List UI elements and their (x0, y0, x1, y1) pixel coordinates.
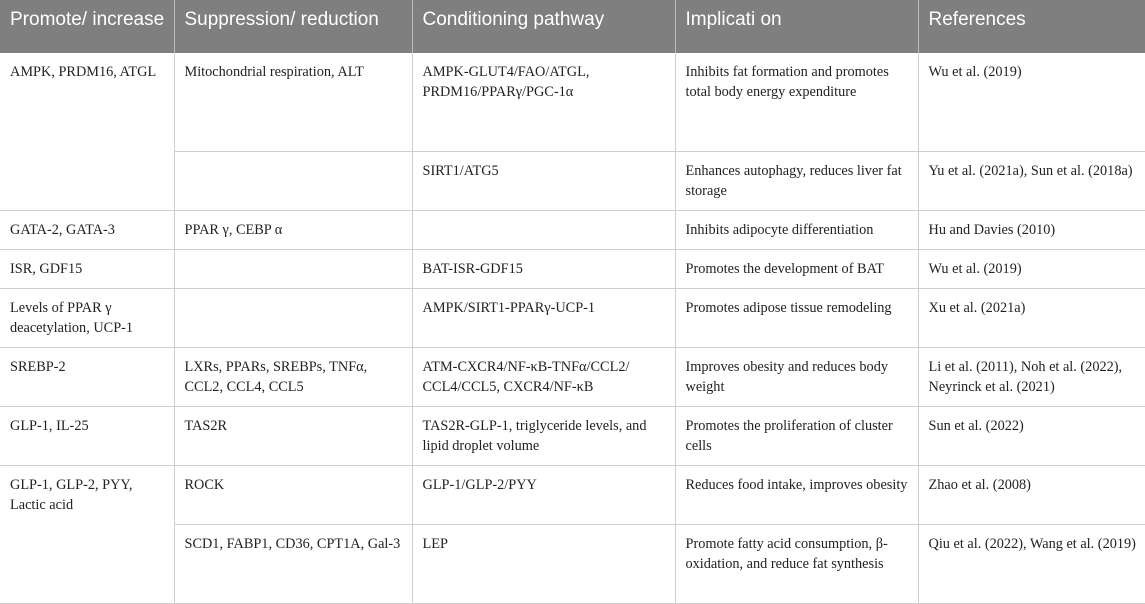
cell-promote: GLP-1, GLP-2, PYY, Lactic acid (0, 465, 174, 603)
cell-pathway: AMPK/SIRT1-PPARγ-UCP-1 (412, 288, 675, 347)
cell-promote: SREBP-2 (0, 347, 174, 406)
cell-references: Qiu et al. (2022), Wang et al. (2019) (918, 524, 1145, 603)
cell-suppression: SCD1, FABP1, CD36, CPT1A, Gal-3 (174, 524, 412, 603)
cell-suppression: ROCK (174, 465, 412, 524)
cell-promote: Levels of PPAR γ deacetylation, UCP-1 (0, 288, 174, 347)
header-suppression-reduction: Suppression/ reduction (174, 0, 412, 53)
cell-promote: GLP-1, IL-25 (0, 406, 174, 465)
cell-references: Hu and Davies (2010) (918, 210, 1145, 249)
header-row (0, 0, 1145, 53)
table-row (0, 249, 1145, 288)
cell-promote: GATA-2, GATA-3 (0, 210, 174, 249)
header-references: References (918, 0, 1145, 53)
cell-suppression (174, 288, 412, 347)
cell-implication: Improves obesity and reduces body weight (675, 347, 918, 406)
table-row (0, 210, 1145, 249)
cell-pathway: TAS2R-GLP-1, triglyceride levels, and lipid droplet volume (412, 406, 675, 465)
table-row (0, 288, 1145, 347)
cell-references: Zhao et al. (2008) (918, 465, 1145, 524)
cell-promote: AMPK, PRDM16, ATGL (0, 53, 174, 210)
cell-implication: Enhances autophagy, reduces liver fat storage (675, 151, 918, 210)
cell-suppression: PPAR γ, CEBP α (174, 210, 412, 249)
table-row (0, 465, 1145, 524)
cell-pathway: AMPK-GLUT4/FAO/ATGL, PRDM16/PPARγ/PGC-1α (412, 53, 675, 151)
cell-implication: Reduces food intake, improves obesity (675, 465, 918, 524)
cell-references: Yu et al. (2021a), Sun et al. (2018a) (918, 151, 1145, 210)
cell-implication: Promotes adipose tissue remodeling (675, 288, 918, 347)
header-promote-increase: Promote/ increase (0, 0, 174, 53)
cell-references: Wu et al. (2019) (918, 53, 1145, 151)
cell-implication: Promote fatty acid consumption, β-oxidation, and reduce fat synthesis (675, 524, 918, 603)
table-row (0, 347, 1145, 406)
header-conditioning-pathway: Conditioning pathway (412, 0, 675, 53)
cell-promote: ISR, GDF15 (0, 249, 174, 288)
cell-pathway: GLP-1/GLP-2/PYY (412, 465, 675, 524)
cell-references: Xu et al. (2021a) (918, 288, 1145, 347)
cell-pathway: ATM-CXCR4/NF-κB-TNFα/CCL2/ CCL4/CCL5, CXCR4/NF-κB (412, 347, 675, 406)
cell-suppression: Mitochondrial respiration, ALT (174, 53, 412, 151)
cell-suppression (174, 249, 412, 288)
cell-pathway: SIRT1/ATG5 (412, 151, 675, 210)
header-implication: Implicati on (675, 0, 918, 53)
cell-implication: Promotes the development of BAT (675, 249, 918, 288)
cell-pathway (412, 210, 675, 249)
cell-references: Sun et al. (2022) (918, 406, 1145, 465)
cell-pathway: BAT-ISR-GDF15 (412, 249, 675, 288)
cell-references: Li et al. (2011), Noh et al. (2022), Neyrinck et al. (2021) (918, 347, 1145, 406)
table-row (0, 406, 1145, 465)
cell-implication: Promotes the proliferation of cluster cells (675, 406, 918, 465)
cell-suppression: LXRs, PPARs, SREBPs, TNFα, CCL2, CCL4, CCL5 (174, 347, 412, 406)
cell-references: Wu et al. (2019) (918, 249, 1145, 288)
cell-suppression (174, 151, 412, 210)
table-row (0, 53, 1145, 151)
cell-implication: Inhibits fat formation and promotes total body energy expenditure (675, 53, 918, 151)
cell-suppression: TAS2R (174, 406, 412, 465)
cell-implication: Inhibits adipocyte differentiation (675, 210, 918, 249)
cell-pathway: LEP (412, 524, 675, 603)
